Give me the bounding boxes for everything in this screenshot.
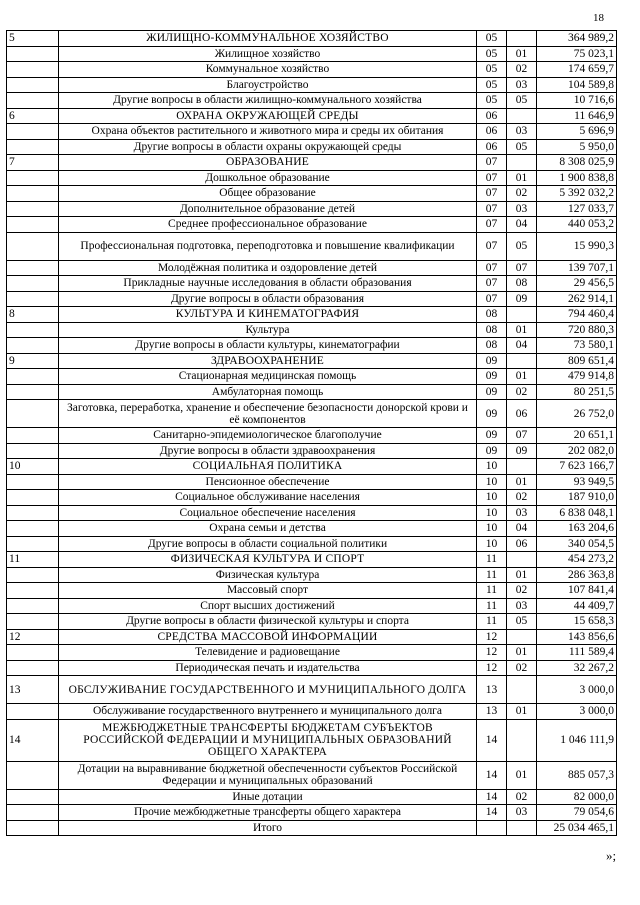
section-code-cell: 11 (477, 583, 507, 599)
table-row (7, 789, 617, 805)
page-number: 18 (593, 12, 604, 24)
section-row (7, 307, 617, 323)
section-row (7, 353, 617, 369)
row-name-cell: СРЕДСТВА МАССОВОЙ ИНФОРМАЦИИ (59, 629, 477, 645)
row-name-cell: Периодическая печать и издательства (59, 660, 477, 676)
section-code-cell: 07 (477, 155, 507, 171)
row-name-cell: Молодёжная политика и оздоровление детей (59, 260, 477, 276)
section-code-cell: 05 (477, 46, 507, 62)
section-code-cell: 07 (477, 201, 507, 217)
row-number-cell (7, 820, 59, 836)
row-number-cell (7, 400, 59, 428)
table-row (7, 536, 617, 552)
row-number-cell (7, 276, 59, 292)
table-row (7, 170, 617, 186)
table-row (7, 805, 617, 821)
amount-cell: 15 658,3 (537, 614, 617, 630)
subsection-code-cell: 01 (507, 322, 537, 338)
section-code-cell: 07 (477, 232, 507, 260)
amount-cell: 794 460,4 (537, 307, 617, 323)
amount-cell: 32 267,2 (537, 660, 617, 676)
row-name-cell: Другие вопросы в области охраны окружающей среды (59, 139, 477, 155)
amount-cell: 1 900 838,8 (537, 170, 617, 186)
row-name-cell: Другие вопросы в области образования (59, 291, 477, 307)
subsection-code-cell: 08 (507, 276, 537, 292)
row-number-cell (7, 217, 59, 233)
subsection-code-cell (507, 31, 537, 47)
row-number-cell (7, 660, 59, 676)
amount-cell: 44 409,7 (537, 598, 617, 614)
row-number-cell (7, 291, 59, 307)
subsection-code-cell: 07 (507, 260, 537, 276)
amount-cell: 75 023,1 (537, 46, 617, 62)
row-name-cell: СОЦИАЛЬНАЯ ПОЛИТИКА (59, 459, 477, 475)
row-number-cell: 14 (7, 719, 59, 761)
section-row (7, 629, 617, 645)
subsection-code-cell (507, 719, 537, 761)
row-name-cell: Заготовка, переработка, хранение и обеспечение безопасности донорской крови и её компонентов (59, 400, 477, 428)
section-code-cell: 11 (477, 598, 507, 614)
table-row (7, 614, 617, 630)
section-code-cell: 07 (477, 260, 507, 276)
row-number-cell (7, 474, 59, 490)
subsection-code-cell: 01 (507, 704, 537, 720)
subsection-code-cell: 03 (507, 77, 537, 93)
row-name-cell: Культура (59, 322, 477, 338)
amount-cell: 5 696,9 (537, 124, 617, 140)
subsection-code-cell: 04 (507, 217, 537, 233)
row-number-cell (7, 805, 59, 821)
table-row (7, 77, 617, 93)
subsection-code-cell: 05 (507, 232, 537, 260)
subsection-code-cell: 03 (507, 505, 537, 521)
row-name-cell: Амбулаторная помощь (59, 384, 477, 400)
section-row (7, 459, 617, 475)
table-row (7, 186, 617, 202)
section-code-cell: 06 (477, 139, 507, 155)
row-name-cell: Дошкольное образование (59, 170, 477, 186)
amount-cell: 104 589,8 (537, 77, 617, 93)
subsection-code-cell: 01 (507, 369, 537, 385)
row-name-cell: Прочие межбюджетные трансферты общего характера (59, 805, 477, 821)
section-code-cell: 12 (477, 629, 507, 645)
row-name-cell: Итого (59, 820, 477, 836)
section-code-cell: 09 (477, 353, 507, 369)
row-number-cell (7, 322, 59, 338)
row-number-cell (7, 201, 59, 217)
section-code-cell (477, 820, 507, 836)
amount-cell: 454 273,2 (537, 552, 617, 568)
row-name-cell: Среднее профессиональное образование (59, 217, 477, 233)
row-number-cell: 7 (7, 155, 59, 171)
subsection-code-cell: 02 (507, 660, 537, 676)
section-code-cell: 10 (477, 459, 507, 475)
table-row (7, 400, 617, 428)
subsection-code-cell (507, 155, 537, 171)
row-number-cell: 12 (7, 629, 59, 645)
row-number-cell (7, 139, 59, 155)
table-row (7, 124, 617, 140)
closing-quote: »; (606, 848, 617, 863)
subsection-code-cell: 05 (507, 139, 537, 155)
section-code-cell: 10 (477, 505, 507, 521)
table-row (7, 139, 617, 155)
amount-cell: 720 880,3 (537, 322, 617, 338)
amount-cell: 286 363,8 (537, 567, 617, 583)
section-code-cell: 14 (477, 719, 507, 761)
table-row (7, 232, 617, 260)
row-name-cell: Санитарно-эпидемиологическое благополучие (59, 428, 477, 444)
table-row (7, 93, 617, 109)
table-row (7, 704, 617, 720)
row-name-cell: Общее образование (59, 186, 477, 202)
table-row (7, 369, 617, 385)
section-code-cell: 05 (477, 62, 507, 78)
amount-cell: 93 949,5 (537, 474, 617, 490)
section-code-cell: 06 (477, 124, 507, 140)
section-row (7, 719, 617, 761)
row-number-cell (7, 260, 59, 276)
row-name-cell: Другие вопросы в области культуры, кинематографии (59, 338, 477, 354)
row-name-cell: Дотации на выравнивание бюджетной обеспеченности субъектов Российской Федерации и муниципальных образований (59, 761, 477, 789)
subsection-code-cell: 03 (507, 598, 537, 614)
subsection-code-cell (507, 552, 537, 568)
amount-cell: 479 914,8 (537, 369, 617, 385)
row-name-cell: МЕЖБЮДЖЕТНЫЕ ТРАНСФЕРТЫ БЮДЖЕТАМ СУБЪЕКТОВ РОССИЙСКОЙ ФЕДЕРАЦИИ И МУНИЦИПАЛЬНЫХ ОБРАЗОВАНИЙ ОБЩЕГО ХАРАКТЕРА (59, 719, 477, 761)
amount-cell: 440 053,2 (537, 217, 617, 233)
amount-cell: 11 646,9 (537, 108, 617, 124)
section-code-cell: 10 (477, 474, 507, 490)
row-name-cell: Профессиональная подготовка, переподготовка и повышение квалификации (59, 232, 477, 260)
row-name-cell: Охрана объектов растительного и животного мира и среды их обитания (59, 124, 477, 140)
subsection-code-cell: 01 (507, 46, 537, 62)
row-name-cell: Иные дотации (59, 789, 477, 805)
subsection-code-cell: 02 (507, 583, 537, 599)
row-number-cell: 13 (7, 676, 59, 704)
amount-cell: 7 623 166,7 (537, 459, 617, 475)
subsection-code-cell (507, 307, 537, 323)
row-name-cell: Дополнительное образование детей (59, 201, 477, 217)
row-number-cell: 10 (7, 459, 59, 475)
subsection-code-cell: 06 (507, 536, 537, 552)
row-number-cell (7, 186, 59, 202)
section-row (7, 31, 617, 47)
row-name-cell: КУЛЬТУРА И КИНЕМАТОГРАФИЯ (59, 307, 477, 323)
row-name-cell: ОБРАЗОВАНИЕ (59, 155, 477, 171)
section-code-cell: 09 (477, 443, 507, 459)
subsection-code-cell: 09 (507, 291, 537, 307)
table-row (7, 583, 617, 599)
row-name-cell: ЗДРАВООХРАНЕНИЕ (59, 353, 477, 369)
amount-cell: 139 707,1 (537, 260, 617, 276)
row-number-cell (7, 505, 59, 521)
row-number-cell (7, 761, 59, 789)
section-code-cell: 09 (477, 400, 507, 428)
table-row (7, 474, 617, 490)
amount-cell: 364 989,2 (537, 31, 617, 47)
section-code-cell: 10 (477, 521, 507, 537)
table-row (7, 567, 617, 583)
subsection-code-cell: 03 (507, 124, 537, 140)
row-name-cell: Другие вопросы в области здравоохранения (59, 443, 477, 459)
section-code-cell: 12 (477, 660, 507, 676)
row-name-cell: Благоустройство (59, 77, 477, 93)
amount-cell: 29 456,5 (537, 276, 617, 292)
amount-cell: 20 651,1 (537, 428, 617, 444)
table-row (7, 62, 617, 78)
table-row (7, 645, 617, 661)
amount-cell: 3 000,0 (537, 704, 617, 720)
amount-cell: 174 659,7 (537, 62, 617, 78)
row-number-cell (7, 704, 59, 720)
row-number-cell (7, 62, 59, 78)
amount-cell: 3 000,0 (537, 676, 617, 704)
table-row (7, 291, 617, 307)
subsection-code-cell: 06 (507, 400, 537, 428)
subsection-code-cell: 02 (507, 789, 537, 805)
row-number-cell (7, 536, 59, 552)
table-row (7, 384, 617, 400)
section-code-cell: 11 (477, 614, 507, 630)
row-name-cell: Спорт высших достижений (59, 598, 477, 614)
row-number-cell (7, 583, 59, 599)
amount-cell: 202 082,0 (537, 443, 617, 459)
row-number-cell (7, 124, 59, 140)
row-number-cell: 8 (7, 307, 59, 323)
amount-cell: 73 580,1 (537, 338, 617, 354)
amount-cell: 80 251,5 (537, 384, 617, 400)
section-row (7, 676, 617, 704)
table-row (7, 761, 617, 789)
row-number-cell: 5 (7, 31, 59, 47)
section-code-cell: 10 (477, 490, 507, 506)
row-name-cell: Социальное обеспечение населения (59, 505, 477, 521)
subsection-code-cell: 03 (507, 201, 537, 217)
row-number-cell (7, 614, 59, 630)
row-number-cell (7, 428, 59, 444)
row-number-cell (7, 645, 59, 661)
amount-cell: 111 589,4 (537, 645, 617, 661)
table-row (7, 322, 617, 338)
row-number-cell (7, 598, 59, 614)
row-number-cell (7, 521, 59, 537)
amount-cell: 885 057,3 (537, 761, 617, 789)
row-name-cell: Другие вопросы в области жилищно-коммунального хозяйства (59, 93, 477, 109)
table-row (7, 598, 617, 614)
amount-cell: 187 910,0 (537, 490, 617, 506)
amount-cell: 25 034 465,1 (537, 820, 617, 836)
section-code-cell: 05 (477, 93, 507, 109)
amount-cell: 127 033,7 (537, 201, 617, 217)
row-name-cell: Телевидение и радиовещание (59, 645, 477, 661)
amount-cell: 143 856,6 (537, 629, 617, 645)
section-code-cell: 06 (477, 108, 507, 124)
subsection-code-cell: 09 (507, 443, 537, 459)
row-number-cell (7, 567, 59, 583)
subsection-code-cell: 03 (507, 805, 537, 821)
row-name-cell: Пенсионное обеспечение (59, 474, 477, 490)
table-row (7, 217, 617, 233)
row-name-cell: Коммунальное хозяйство (59, 62, 477, 78)
section-code-cell: 14 (477, 761, 507, 789)
row-number-cell (7, 170, 59, 186)
amount-cell: 340 054,5 (537, 536, 617, 552)
row-name-cell: Прикладные научные исследования в области образования (59, 276, 477, 292)
subsection-code-cell: 01 (507, 645, 537, 661)
subsection-code-cell: 05 (507, 614, 537, 630)
subsection-code-cell: 02 (507, 384, 537, 400)
row-name-cell: ФИЗИЧЕСКАЯ КУЛЬТУРА И СПОРТ (59, 552, 477, 568)
subsection-code-cell: 07 (507, 428, 537, 444)
table-row (7, 505, 617, 521)
table-row (7, 428, 617, 444)
row-number-cell (7, 93, 59, 109)
section-row (7, 552, 617, 568)
amount-cell: 809 651,4 (537, 353, 617, 369)
budget-table (6, 30, 617, 836)
section-code-cell: 11 (477, 552, 507, 568)
subsection-code-cell: 02 (507, 62, 537, 78)
row-name-cell: ОБСЛУЖИВАНИЕ ГОСУДАРСТВЕННОГО И МУНИЦИПАЛЬНОГО ДОЛГА (59, 676, 477, 704)
row-number-cell (7, 338, 59, 354)
subsection-code-cell (507, 629, 537, 645)
row-number-cell: 9 (7, 353, 59, 369)
subsection-code-cell: 04 (507, 521, 537, 537)
section-code-cell: 08 (477, 307, 507, 323)
row-number-cell (7, 490, 59, 506)
section-row (7, 155, 617, 171)
subsection-code-cell (507, 820, 537, 836)
section-code-cell: 07 (477, 170, 507, 186)
amount-cell: 82 000,0 (537, 789, 617, 805)
section-code-cell: 07 (477, 186, 507, 202)
row-number-cell (7, 369, 59, 385)
row-name-cell: Жилищное хозяйство (59, 46, 477, 62)
row-name-cell: ЖИЛИЩНО-КОММУНАЛЬНОЕ ХОЗЯЙСТВО (59, 31, 477, 47)
row-number-cell (7, 232, 59, 260)
budget-table-body (7, 31, 617, 836)
subsection-code-cell (507, 676, 537, 704)
table-row (7, 46, 617, 62)
row-number-cell (7, 384, 59, 400)
section-code-cell: 08 (477, 338, 507, 354)
section-code-cell: 13 (477, 704, 507, 720)
row-name-cell: Массовый спорт (59, 583, 477, 599)
subsection-code-cell (507, 108, 537, 124)
table-row (7, 820, 617, 836)
table-row (7, 201, 617, 217)
amount-cell: 26 752,0 (537, 400, 617, 428)
subsection-code-cell: 04 (507, 338, 537, 354)
section-code-cell: 07 (477, 217, 507, 233)
row-name-cell: Физическая культура (59, 567, 477, 583)
row-number-cell (7, 77, 59, 93)
row-name-cell: Социальное обслуживание населения (59, 490, 477, 506)
row-name-cell: Охрана семьи и детства (59, 521, 477, 537)
section-code-cell: 14 (477, 805, 507, 821)
section-code-cell: 08 (477, 322, 507, 338)
subsection-code-cell: 05 (507, 93, 537, 109)
table-row (7, 276, 617, 292)
row-name-cell: Другие вопросы в области социальной политики (59, 536, 477, 552)
amount-cell: 6 838 048,1 (537, 505, 617, 521)
section-code-cell: 07 (477, 276, 507, 292)
section-code-cell: 13 (477, 676, 507, 704)
amount-cell: 15 990,3 (537, 232, 617, 260)
amount-cell: 262 914,1 (537, 291, 617, 307)
section-code-cell: 07 (477, 291, 507, 307)
table-row (7, 490, 617, 506)
subsection-code-cell (507, 353, 537, 369)
section-code-cell: 05 (477, 31, 507, 47)
amount-cell: 8 308 025,9 (537, 155, 617, 171)
section-code-cell: 09 (477, 428, 507, 444)
row-number-cell (7, 443, 59, 459)
table-row (7, 260, 617, 276)
section-row (7, 108, 617, 124)
subsection-code-cell: 01 (507, 761, 537, 789)
subsection-code-cell (507, 459, 537, 475)
amount-cell: 5 392 032,2 (537, 186, 617, 202)
table-row (7, 660, 617, 676)
section-code-cell: 09 (477, 384, 507, 400)
section-code-cell: 11 (477, 567, 507, 583)
subsection-code-cell: 02 (507, 490, 537, 506)
table-row (7, 521, 617, 537)
subsection-code-cell: 02 (507, 186, 537, 202)
subsection-code-cell: 01 (507, 474, 537, 490)
section-code-cell: 12 (477, 645, 507, 661)
row-name-cell: ОХРАНА ОКРУЖАЮЩЕЙ СРЕДЫ (59, 108, 477, 124)
row-number-cell (7, 789, 59, 805)
section-code-cell: 09 (477, 369, 507, 385)
subsection-code-cell: 01 (507, 170, 537, 186)
section-code-cell: 14 (477, 789, 507, 805)
subsection-code-cell: 01 (507, 567, 537, 583)
row-name-cell: Другие вопросы в области физической культуры и спорта (59, 614, 477, 630)
table-row (7, 443, 617, 459)
amount-cell: 163 204,6 (537, 521, 617, 537)
row-name-cell: Стационарная медицинская помощь (59, 369, 477, 385)
table-row (7, 338, 617, 354)
amount-cell: 79 054,6 (537, 805, 617, 821)
section-code-cell: 05 (477, 77, 507, 93)
row-number-cell: 11 (7, 552, 59, 568)
row-number-cell: 6 (7, 108, 59, 124)
amount-cell: 107 841,4 (537, 583, 617, 599)
row-name-cell: Обслуживание государственного внутреннего и муниципального долга (59, 704, 477, 720)
amount-cell: 5 950,0 (537, 139, 617, 155)
amount-cell: 10 716,6 (537, 93, 617, 109)
amount-cell: 1 046 111,9 (537, 719, 617, 761)
section-code-cell: 10 (477, 536, 507, 552)
row-number-cell (7, 46, 59, 62)
